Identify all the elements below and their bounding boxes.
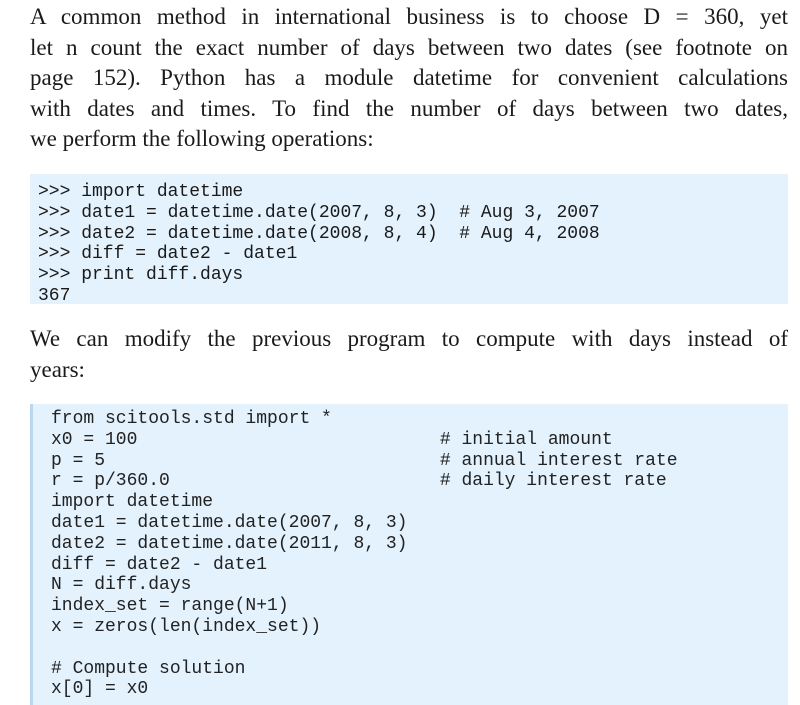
code-line: from scitools.std import * [51, 409, 332, 429]
paragraph-line: let n count the exact number of days between two dates (see footnote on [30, 34, 788, 60]
code-line: date1 = datetime.date(2007, 8, 3) [51, 512, 408, 533]
code-line: N = diff.days [51, 575, 192, 596]
code-line: >>> import datetime [38, 182, 244, 202]
code-line: >>> date1 = datetime.date(2007, 8, 3) # Aug 3, 2007 [38, 202, 600, 223]
code-line: x0 = 100 # initial amount [51, 429, 613, 450]
code-line: r = p/360.0 # daily interest rate [51, 471, 667, 492]
code-line: p = 5 # annual interest rate [51, 450, 678, 471]
code-line: >>> diff = date2 - date1 [38, 244, 298, 265]
paragraph-line: page 152). Python has a module datetime for convenient calculations [30, 65, 788, 90]
code-line: # Compute solution [51, 658, 246, 679]
code-line: date2 = datetime.date(2011, 8, 3) [51, 533, 408, 554]
code-line: >>> date2 = datetime.date(2008, 8, 4) # Aug 4, 2008 [38, 223, 600, 244]
paragraph-line: years: [30, 356, 85, 382]
code-line: index_set = range(N+1) [51, 596, 289, 617]
code-output-line: 367 [38, 285, 71, 306]
code-line [51, 638, 788, 659]
paragraph-line: We can modify the previous program to compute with days instead of [30, 326, 788, 351]
intro-paragraph [30, 2, 788, 155]
code-line: x[0] = x0 [51, 679, 149, 700]
program-code-block [30, 404, 788, 705]
code-line: x = zeros(len(index_set)) [51, 616, 322, 637]
transition-paragraph [30, 324, 788, 385]
paragraph-line: with dates and times. To find the number of days between two dates, [30, 95, 788, 121]
paragraph-line: we perform the following operations: [30, 126, 374, 151]
paragraph-line: A common method in international business is to choose D = 360, yet [30, 4, 788, 29]
code-line: import datetime [51, 492, 214, 513]
interactive-session-code-block [30, 174, 788, 304]
code-line: >>> print diff.days [38, 265, 244, 286]
code-line: diff = date2 - date1 [51, 554, 268, 575]
